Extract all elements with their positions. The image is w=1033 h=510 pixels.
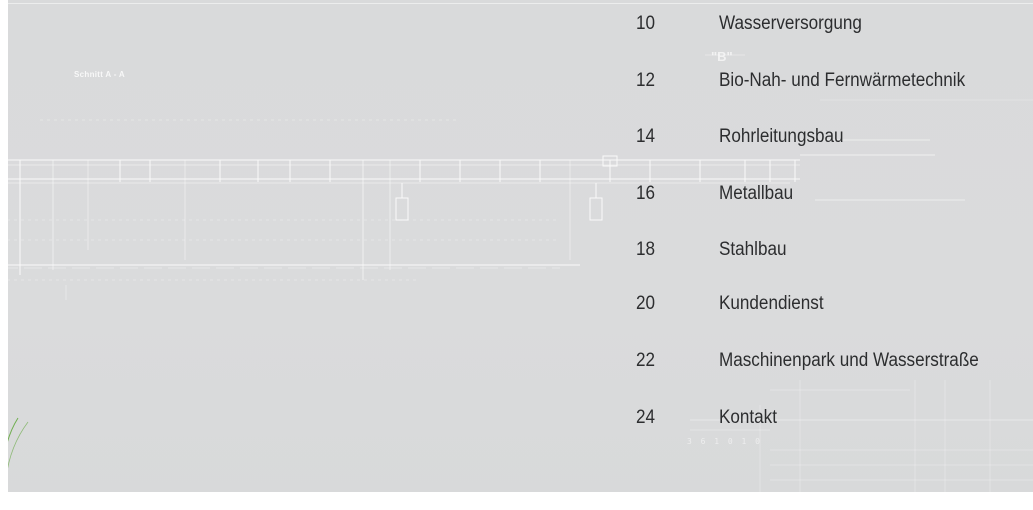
toc-entry-metallbau[interactable] xyxy=(636,179,1033,209)
toc-entry-label: Kundendienst xyxy=(719,293,824,314)
toc-page-number: 20 xyxy=(636,293,656,314)
toc-entry-rohrleitungsbau[interactable] xyxy=(636,122,1033,152)
toc-entry-kundendienst[interactable] xyxy=(636,289,1033,319)
drawing-section-label: Schnitt A - A xyxy=(74,70,126,79)
toc-entry-label: Stahlbau xyxy=(719,239,787,260)
toc-entry-label: Kontakt xyxy=(719,407,777,428)
toc-page-number: 18 xyxy=(636,239,656,260)
toc-page-number: 24 xyxy=(636,407,656,428)
toc-entry-label: Metallbau xyxy=(719,183,794,204)
toc-entry-stahlbau[interactable] xyxy=(636,235,1033,265)
drawing-mark-label: "B" xyxy=(711,49,733,64)
toc-page-number: 10 xyxy=(636,13,656,34)
toc-page-number: 16 xyxy=(636,183,656,204)
toc-entry-label: Bio-Nah- und Fernwärmetechnik xyxy=(719,70,966,91)
toc-entry-wasserversorgung[interactable] xyxy=(636,9,1033,39)
toc-page-number: 14 xyxy=(636,126,656,147)
drawing-code-label: 3 6 1 0 1 0 xyxy=(687,437,762,446)
toc-entry-label: Rohrleitungsbau xyxy=(719,126,844,147)
toc-page-number: 12 xyxy=(636,70,656,91)
toc-entry-kontakt[interactable] xyxy=(636,403,1033,433)
left-page-margin xyxy=(0,0,8,510)
toc-entry-maschinenpark[interactable] xyxy=(636,346,1033,376)
bottom-page-margin xyxy=(0,492,1033,510)
toc-entry-label: Wasserversorgung xyxy=(719,13,862,34)
toc-entry-label: Maschinenpark und Wasserstraße xyxy=(719,350,979,371)
toc-page-number: 22 xyxy=(636,350,656,371)
toc-entry-fernwaermetechnik[interactable] xyxy=(636,66,1033,96)
